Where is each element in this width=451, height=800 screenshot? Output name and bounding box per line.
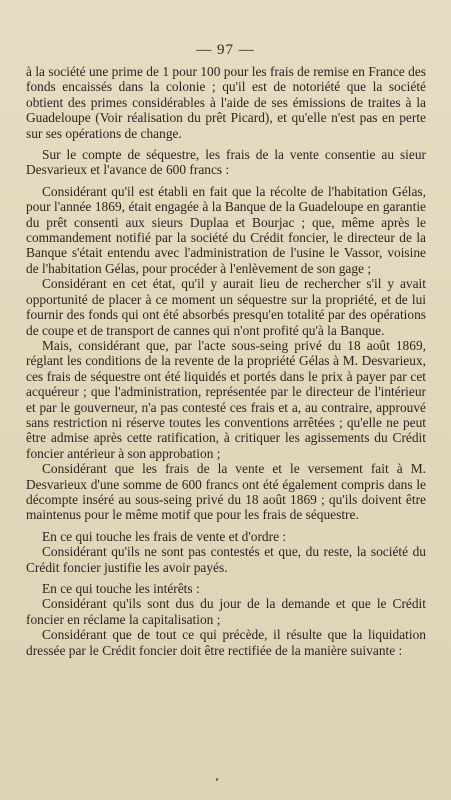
paragraph: Mais, considérant que, par l'acte sous-seing privé du 18 août 1869, réglant les conditions de la revente de la propriété Gélas à M. Desvarieux, ces frais de séquestre ont été liquidés et portés dans le prix à payer par cet acquéreur ; que l'administration, représentée par le directeur de l'intérieur et par le gouverneur, n'a pas contesté ces frais et a, au contraire, approuvé sans restriction ni réserve toutes les conventions arrêtées ; qu'elle ne peut être admise après cette ratification, à critiquer les agissements du Crédit foncier antérieur à son approbation ;: [26, 337, 426, 461]
ink-speck: [216, 778, 218, 781]
paragraph: Considérant qu'il est établi en fait que la récolte de l'habitation Gélas, pour l'année 1869, était engagée à la Banque de la Guadeloupe en garantie du prêt consenti aux sieurs Duplaa et Bourjac ; que, même après le commandement notifié par la société du Crédit foncier, le directeur de la Banque s'était entendu avec l'administration de l'usine le Vassor, voisine de l'habitation Gélas, pour procéder à l'enlèvement de son gage ;: [26, 183, 426, 276]
paragraph: En ce qui touche les intérêts :: [42, 581, 200, 596]
paragraph: à la société une prime de 1 pour 100 pour les frais de remise en France des fonds encaissés dans la colonie ; qu'il est de notoriété que la société obtient des primes considérables à l'aide de ses émissions de traites à la Guadeloupe (Voir réalisation du prêt Picard), et qu'elle n'est pas en perte sur ses opérations de change.: [26, 64, 426, 141]
paragraph: En ce qui touche les frais de vente et d'ordre :: [42, 528, 287, 544]
paragraph: Considérant qu'ils ne sont pas contestés et que, du reste, la société du Crédit foncier justifie les avoir payés.: [26, 544, 426, 575]
paragraph: Considérant en cet état, qu'il y aurait lieu de rechercher s'il y avait opportunité de placer à ce moment un séquestre sur la propriété, et de lui fournir des fonds qui ont été absorbés presqu'en totalité par des opérations de coupe et de transport de cannes qui n'ont profité qu'à la Banque.: [26, 276, 426, 338]
paragraph: Sur le compte de séquestre, les frais de la vente consentie au sieur Desvarieux et l'avance de 600 francs :: [26, 147, 426, 178]
paragraph: Considérant que les frais de la vente et le versement fait à M. Desvarieux d'une somme de 600 francs ont été également compris dans le décompte inséré au sous-seing privé du 18 août 1869 ; qu'ils doivent être maintenus pour le même motif que pour les frais de séquestre.: [26, 461, 426, 523]
page-number: — 97 —: [196, 42, 255, 58]
paragraph: Considérant que de tout ce qui précède, il résulte que la liquidation dressée par le Crédit foncier doit être rectifiée de la manière suivante :: [26, 627, 426, 658]
body-text: [26, 64, 426, 658]
paragraph: Considérant qu'ils sont dus du jour de la demande et que le Crédit foncier en réclame la capitalisation ;: [26, 596, 426, 627]
